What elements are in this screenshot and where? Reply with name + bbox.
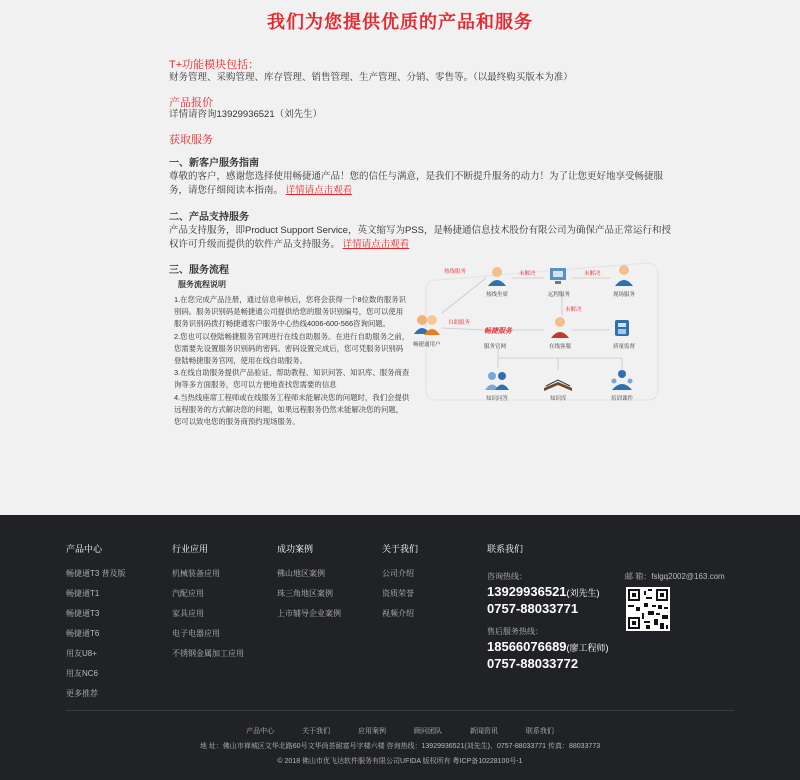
footer-address: 地 址：佛山市禅城区文华北路60号文华尚荟耐富号字楼六楼 咨询热线：13929936521(刘先生)、0757-88033771 传真：88033773 bbox=[199, 743, 601, 750]
footer-col-about bbox=[382, 542, 418, 628]
footer-col-title: 产品中心 bbox=[66, 544, 103, 554]
phone-3 bbox=[487, 639, 609, 654]
footer-col-industry bbox=[172, 542, 244, 668]
user-group-icon bbox=[414, 315, 440, 335]
footer-col-cases bbox=[277, 542, 341, 628]
qa-people-icon bbox=[485, 372, 509, 390]
contact-title: 联系我们 bbox=[487, 544, 524, 554]
footer-link[interactable]: 不锈钢金属加工应用 bbox=[172, 649, 244, 658]
modules-text: 财务管理、采购管理、库存管理、销售管理、生产管理、分销、零售等。（以最终购买版本为准） bbox=[169, 72, 573, 83]
footer-divider bbox=[66, 710, 734, 711]
guide-text bbox=[169, 170, 671, 198]
edge-hotline: 热线服务 bbox=[444, 269, 467, 275]
footer bbox=[0, 515, 800, 780]
footer-link[interactable]: 更多推荐 bbox=[66, 689, 98, 698]
flow-item: 3.在线自助服务提供产品验证、帮助教程、知识问答、知识库、服务商查询等多方面服务，您可以方便地查找您需要的信息 bbox=[174, 368, 410, 390]
footer-link[interactable]: 公司介绍 bbox=[382, 569, 414, 578]
flow-subtitle: 服务流程说明 bbox=[178, 280, 226, 289]
footer-col-contact bbox=[487, 542, 523, 568]
support-detail-link[interactable]: 详情请点击观看 bbox=[342, 239, 410, 250]
node-onsite: 现场服务 bbox=[613, 292, 636, 298]
service-title: 获取服务 bbox=[169, 134, 213, 146]
flow-item: 1.在您完成产品注册，通过信息审核后，您将会获得一个8位数的服务识别码。服务识别码是畅捷通公司提供给您的服务识别编号，您可以使用服务识别码拨打畅捷通客户服务中心热线4006-600-566咨询问题。 bbox=[174, 295, 406, 329]
guide-heading: 一、新客户服务指南 bbox=[169, 158, 259, 169]
footer-link[interactable]: 电子电器应用 bbox=[172, 629, 220, 638]
service-flow-diagram bbox=[412, 258, 660, 418]
footer-nav-item[interactable]: 应用案例 bbox=[358, 728, 387, 735]
onsite-engineer-icon bbox=[615, 265, 633, 286]
node-quality: 质量监督 bbox=[613, 344, 636, 350]
footer-link[interactable]: 畅捷通T1 bbox=[66, 589, 100, 598]
footer-link[interactable]: 畅捷通T6 bbox=[66, 629, 100, 638]
footer-nav-item[interactable]: 新闻资讯 bbox=[469, 728, 498, 735]
training-icon bbox=[612, 370, 633, 390]
support-heading: 二、产品支持服务 bbox=[169, 212, 249, 223]
footer-link[interactable]: 家具应用 bbox=[172, 609, 204, 618]
footer-link[interactable]: 资质荣誉 bbox=[382, 589, 414, 598]
book-icon bbox=[544, 380, 572, 391]
price-title: 产品报价 bbox=[169, 97, 213, 109]
node-online: 在线客服 bbox=[549, 344, 572, 350]
modules-title: T+功能模块包括： bbox=[169, 59, 260, 71]
phone-3-name: (廖工程师) bbox=[566, 643, 609, 653]
phone-1-number: 13929936521 bbox=[487, 584, 567, 599]
footer-nav bbox=[0, 726, 800, 736]
footer-link[interactable]: 用友NC6 bbox=[66, 669, 99, 678]
after-sales-label: 售后服务热线： bbox=[487, 627, 543, 636]
node-user: 畅捷通用户 bbox=[413, 342, 441, 348]
node-remote: 远程服务 bbox=[548, 292, 571, 298]
node-qa: 知识问答 bbox=[486, 396, 509, 402]
edge-unsolved-3: 未解决 bbox=[565, 307, 582, 313]
footer-nav-item[interactable]: 产品中心 bbox=[246, 728, 275, 735]
node-kb: 知识库 bbox=[550, 396, 567, 402]
phone-icon bbox=[615, 320, 629, 336]
footer-link[interactable]: 畅捷通T3 bbox=[66, 609, 100, 618]
guide-body: 尊敬的客户，感谢您选择使用畅捷通产品！您的信任与满意，是我们不断提升服务的动力！为了让您更好地享受畅捷服务，请您仔细阅读本指南。 bbox=[169, 171, 664, 196]
flow-description bbox=[174, 294, 410, 428]
footer-link[interactable]: 佛山地区案例 bbox=[277, 569, 325, 578]
brand-logo: 畅捷服务 bbox=[484, 328, 512, 335]
qr-code-icon bbox=[626, 587, 670, 631]
phone-4: 0757-88033772 bbox=[487, 656, 579, 671]
support-body: 产品支持服务，即Product Support Service，英文缩写为PSS，是畅捷通信息技术股份有限公司为确保产品正常运行和授权许可升级而提供的软件产品支持服务。 bbox=[169, 225, 671, 250]
online-service-icon bbox=[551, 317, 569, 338]
footer-link[interactable]: 机械装备应用 bbox=[172, 569, 220, 578]
footer-col-title: 成功案例 bbox=[277, 544, 314, 554]
edge-self-service: 自助服务 bbox=[448, 320, 471, 326]
footer-link[interactable]: 视频介绍 bbox=[382, 609, 414, 618]
guide-detail-link[interactable]: 详情请点击观看 bbox=[285, 185, 353, 196]
support-text bbox=[169, 224, 671, 252]
footer-nav-item[interactable]: 顾问团队 bbox=[413, 728, 442, 735]
node-website: 服务官网 bbox=[484, 344, 507, 350]
flow-heading: 三、服务流程 bbox=[169, 265, 229, 276]
computer-icon bbox=[550, 268, 566, 284]
node-training: 培训课件 bbox=[611, 396, 634, 402]
phone-1 bbox=[487, 584, 600, 599]
flow-item: 4.当热线座席工程师或在线服务工程师未能解决您的问题时，我们会提供远程服务的方式解决您的问题，如果远程服务仍然未能解决您的问题，您可以致电您的服务商预约现场服务。 bbox=[174, 392, 410, 427]
footer-nav-item[interactable]: 联系我们 bbox=[525, 728, 554, 735]
footer-link[interactable]: 汽配应用 bbox=[172, 589, 204, 598]
page-title: 我们为您提供优质的产品和服务 bbox=[267, 12, 533, 32]
edge-unsolved-2: 未解决 bbox=[584, 271, 601, 277]
footer-link[interactable]: 用友U8+ bbox=[66, 649, 97, 658]
phone-2: 0757-88033771 bbox=[487, 601, 579, 616]
footer-link[interactable]: 畅捷通T3 普及版 bbox=[66, 569, 126, 578]
node-hotline-seat: 热线坐席 bbox=[486, 292, 509, 298]
hotline-label: 咨询热线： bbox=[487, 572, 527, 581]
footer-link[interactable]: 上市辅导企业案例 bbox=[277, 609, 341, 618]
price-text: 详情请咨询13929936521（刘先生） bbox=[169, 109, 323, 120]
footer-link[interactable]: 珠三角地区案例 bbox=[277, 589, 333, 598]
flow-item: 2.您也可以登陆畅捷服务官网进行在线自助服务。在进行自助服务之前，您需要先设置服务识别码的密码。密码设置完成后，您可凭服务识别码登陆畅捷服务官网，使用在线自助服务。 bbox=[174, 331, 410, 366]
footer-col-products bbox=[66, 542, 126, 708]
footer-col-title: 关于我们 bbox=[382, 544, 419, 554]
footer-copyright: © 2018 佛山市优飞达软件服务有限公司UFIDA 版权所有 粤ICP备10228100号-1 bbox=[277, 758, 523, 765]
footer-nav-item[interactable]: 关于我们 bbox=[302, 728, 331, 735]
hotline-seat-icon bbox=[488, 267, 506, 286]
email: 邮 箱：fslgq2002@163.com bbox=[625, 572, 725, 581]
phone-1-name: (刘先生) bbox=[566, 588, 600, 598]
edge-unsolved-1: 未解决 bbox=[519, 271, 536, 277]
phone-3-number: 18566076689 bbox=[487, 639, 567, 654]
footer-col-title: 行业应用 bbox=[172, 544, 209, 554]
